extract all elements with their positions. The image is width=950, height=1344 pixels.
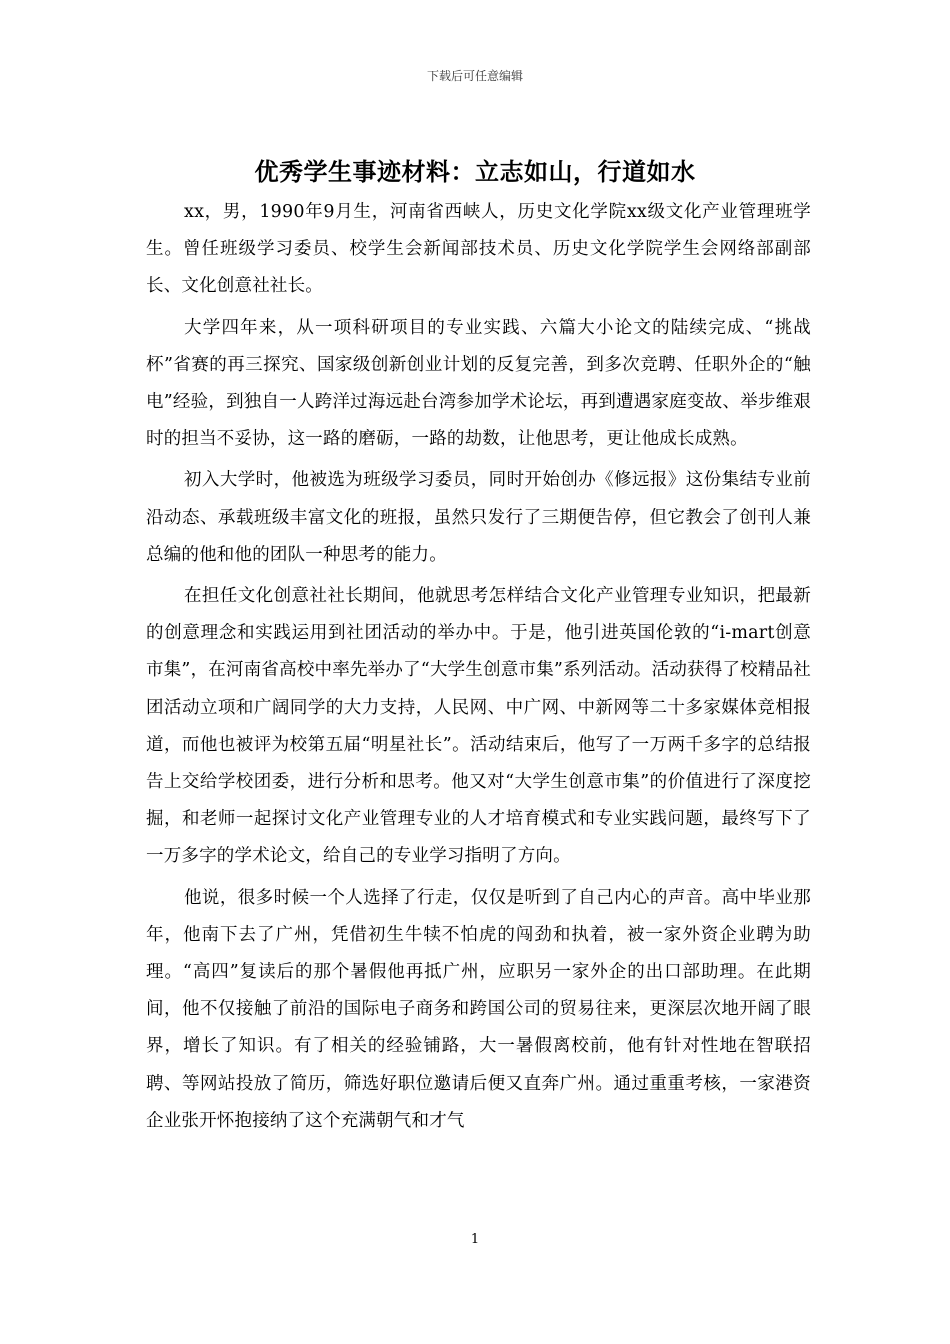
paragraph: 初入大学时，他被选为班级学习委员，同时开始创办《修远报》这份集结专业前沿动态、承载班级丰富文化的班报，虽然只发行了三期便告停，但它教会了创刊人兼总编的他和他的团队一种思考的能力。 <box>146 470 811 565</box>
paragraph: 大学四年来，从一项科研项目的专业实践、六篇大小论文的陆续完成、“挑战杯”省赛的再三探究、国家级创新创业计划的反复完善，到多次竞聘、任职外企的“触电”经验，到独自一人跨洋过海远赴台湾参加学术论坛，再到遭遇家庭变故、举步维艰时的担当不妥协，这一路的磨砺，一路的劫数，让他思考，更让他成长成熟。 <box>146 317 811 450</box>
document-title: 优秀学生事迹材料：立志如山，行道如水 <box>254 158 696 186</box>
paragraph: 他说，很多时候一个人选择了行走，仅仅是听到了自己内心的声音。高中毕业那年，他南下去了广州，凭借初生牛犊不怕虎的闯劲和执着，被一家外资企业聘为助理。“高四”复读后的那个暑假他再抵广州，应职另一家外企的出口部助理。在此期间，他不仅接触了前沿的国际电子商务和跨国公司的贸易往来，更深层次地开阔了眼界，增长了知识。有了相关的经验铺路，大一暑假离校前，他有针对性地在智联招聘、等网站投放了简历，筛选好职位邀请后便又直奔广州。通过重重考核，一家港资企业张开怀抱接纳了这个充满朝气和才气 <box>146 887 811 1131</box>
paragraph: xx，男，1990年9月生，河南省西峡人，历史文化学院xx级文化产业管理班学生。曾任班级学习委员、校学生会新闻部技术员、历史文化学院学生会网络部副部长、文化创意社社长。 <box>146 202 811 297</box>
page-number: 1 <box>470 1232 480 1247</box>
page-header: 下载后可任意编辑 <box>426 69 523 83</box>
document-body <box>146 194 811 1144</box>
paragraph: 在担任文化创意社社长期间，他就思考怎样结合文化产业管理专业知识，把最新的创意理念和实践运用到社团活动的举办中。于是，他引进英国伦敦的“i-mart创意市集”，在河南省高校中率先举办了“大学生创意市集”系列活动。活动获得了校精品社团活动立项和广阔同学的大力支持，人民网、中广网、中新网等二十多家媒体竞相报道，而他也被评为校第五届“明星社长”。活动结束后，他写了一万两千多字的总结报告上交给学校团委，进行分析和思考。他又对“大学生创意市集”的价值进行了深度挖掘，和老师一起探讨文化产业管理专业的人才培育模式和专业实践问题，最终写下了一万多字的学术论文，给自己的专业学习指明了方向。 <box>146 586 811 867</box>
